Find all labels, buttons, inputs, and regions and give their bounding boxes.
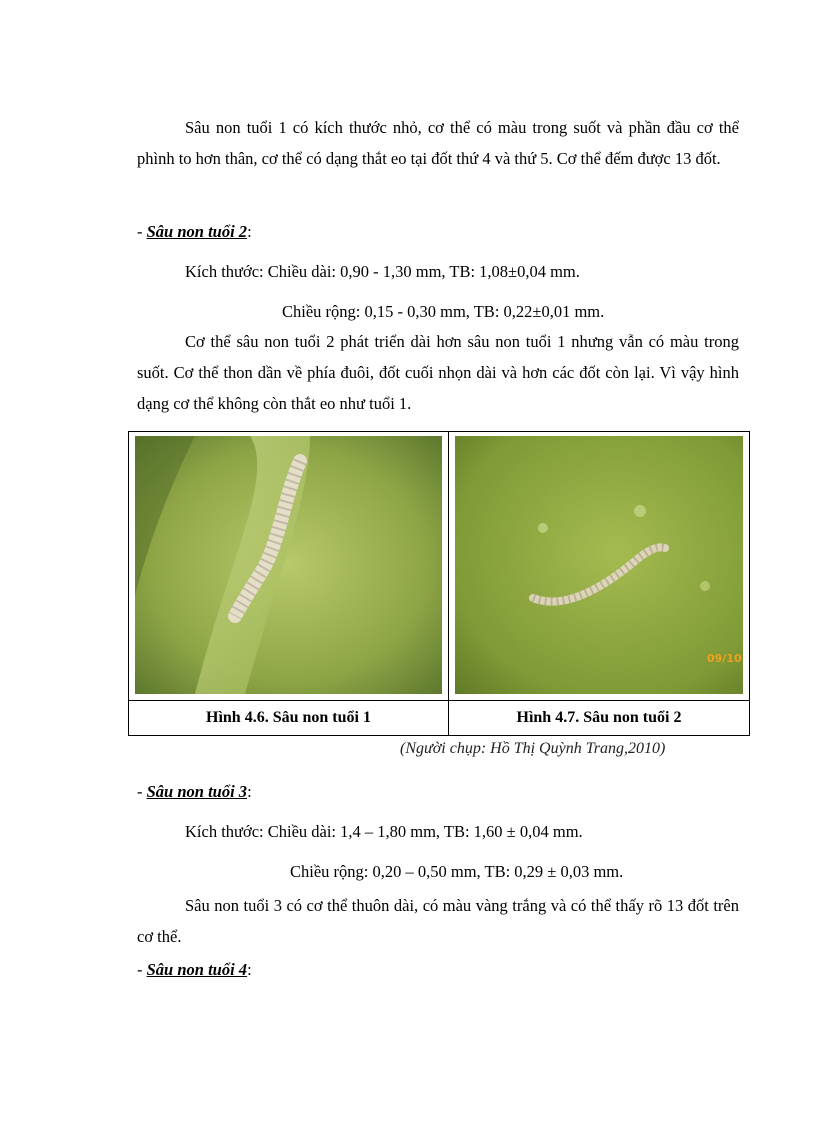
photo-instar1 — [135, 436, 442, 694]
heading-instar3-suffix: : — [247, 782, 252, 801]
photo-credit: (Người chụp: Hồ Thị Quỳnh Trang,2010) — [400, 740, 666, 757]
figure-table — [128, 431, 750, 736]
figure-cell-instar2 — [449, 432, 750, 701]
paragraph-instar2-description: Cơ thể sâu non tuổi 2 phát triển dài hơn sâu non tuổi 1 nhưng vẫn có màu trong suốt. Cơ thể thon dần về phía đuôi, đốt cuối nhọn dài và hơn các đốt còn lại. Vì vậy hình dạng cơ thể không còn thắt eo như tuổi 1. — [137, 332, 739, 413]
paragraph-instar3-description: Sâu non tuổi 3 có cơ thể thuôn dài, có màu vàng trắng và có thể thấy rõ 13 đốt trên cơ thể. — [137, 896, 739, 946]
heading-instar3-prefix: - — [137, 782, 147, 801]
heading-instar2-prefix: - — [137, 222, 147, 241]
heading-instar4-prefix: - — [137, 960, 147, 979]
paragraph-instar1-description: Sâu non tuổi 1 có kích thước nhỏ, cơ thể có màu trong suốt và phần đầu cơ thể phình to hơn thân, cơ thể có dạng thắt eo tại đốt thứ 4 và thứ 5. Cơ thể đếm được 13 đốt. — [137, 118, 739, 168]
figure-cell-instar1 — [129, 432, 449, 701]
heading-instar4 — [137, 954, 252, 985]
instar3-width: Chiều rộng: 0,20 – 0,50 mm, TB: 0,29 ± 0,03 mm. — [290, 862, 624, 881]
instar2-length: Kích thước: Chiều dài: 0,90 - 1,30 mm, TB: 1,08±0,04 mm. — [185, 262, 580, 281]
heading-instar2 — [137, 216, 252, 247]
caption-figure-4-7: Hình 4.7. Sâu non tuổi 2 — [449, 701, 750, 736]
heading-instar3-title: Sâu non tuổi 3 — [146, 782, 248, 801]
heading-instar4-title: Sâu non tuổi 4 — [146, 960, 248, 979]
heading-instar2-title: Sâu non tuổi 2 — [146, 222, 248, 241]
instar3-length: Kích thước: Chiều dài: 1,4 – 1,80 mm, TB: 1,60 ± 0,04 mm. — [185, 822, 583, 841]
heading-instar2-suffix: : — [247, 222, 252, 241]
caption-figure-4-6: Hình 4.6. Sâu non tuổi 1 — [129, 701, 449, 736]
instar2-width: Chiều rộng: 0,15 - 0,30 mm, TB: 0,22±0,01 mm. — [282, 302, 605, 321]
heading-instar4-suffix: : — [247, 960, 252, 979]
photo-instar2 — [455, 436, 743, 694]
heading-instar3 — [137, 776, 252, 807]
photo-date-stamp: 09/10 — [707, 652, 742, 665]
